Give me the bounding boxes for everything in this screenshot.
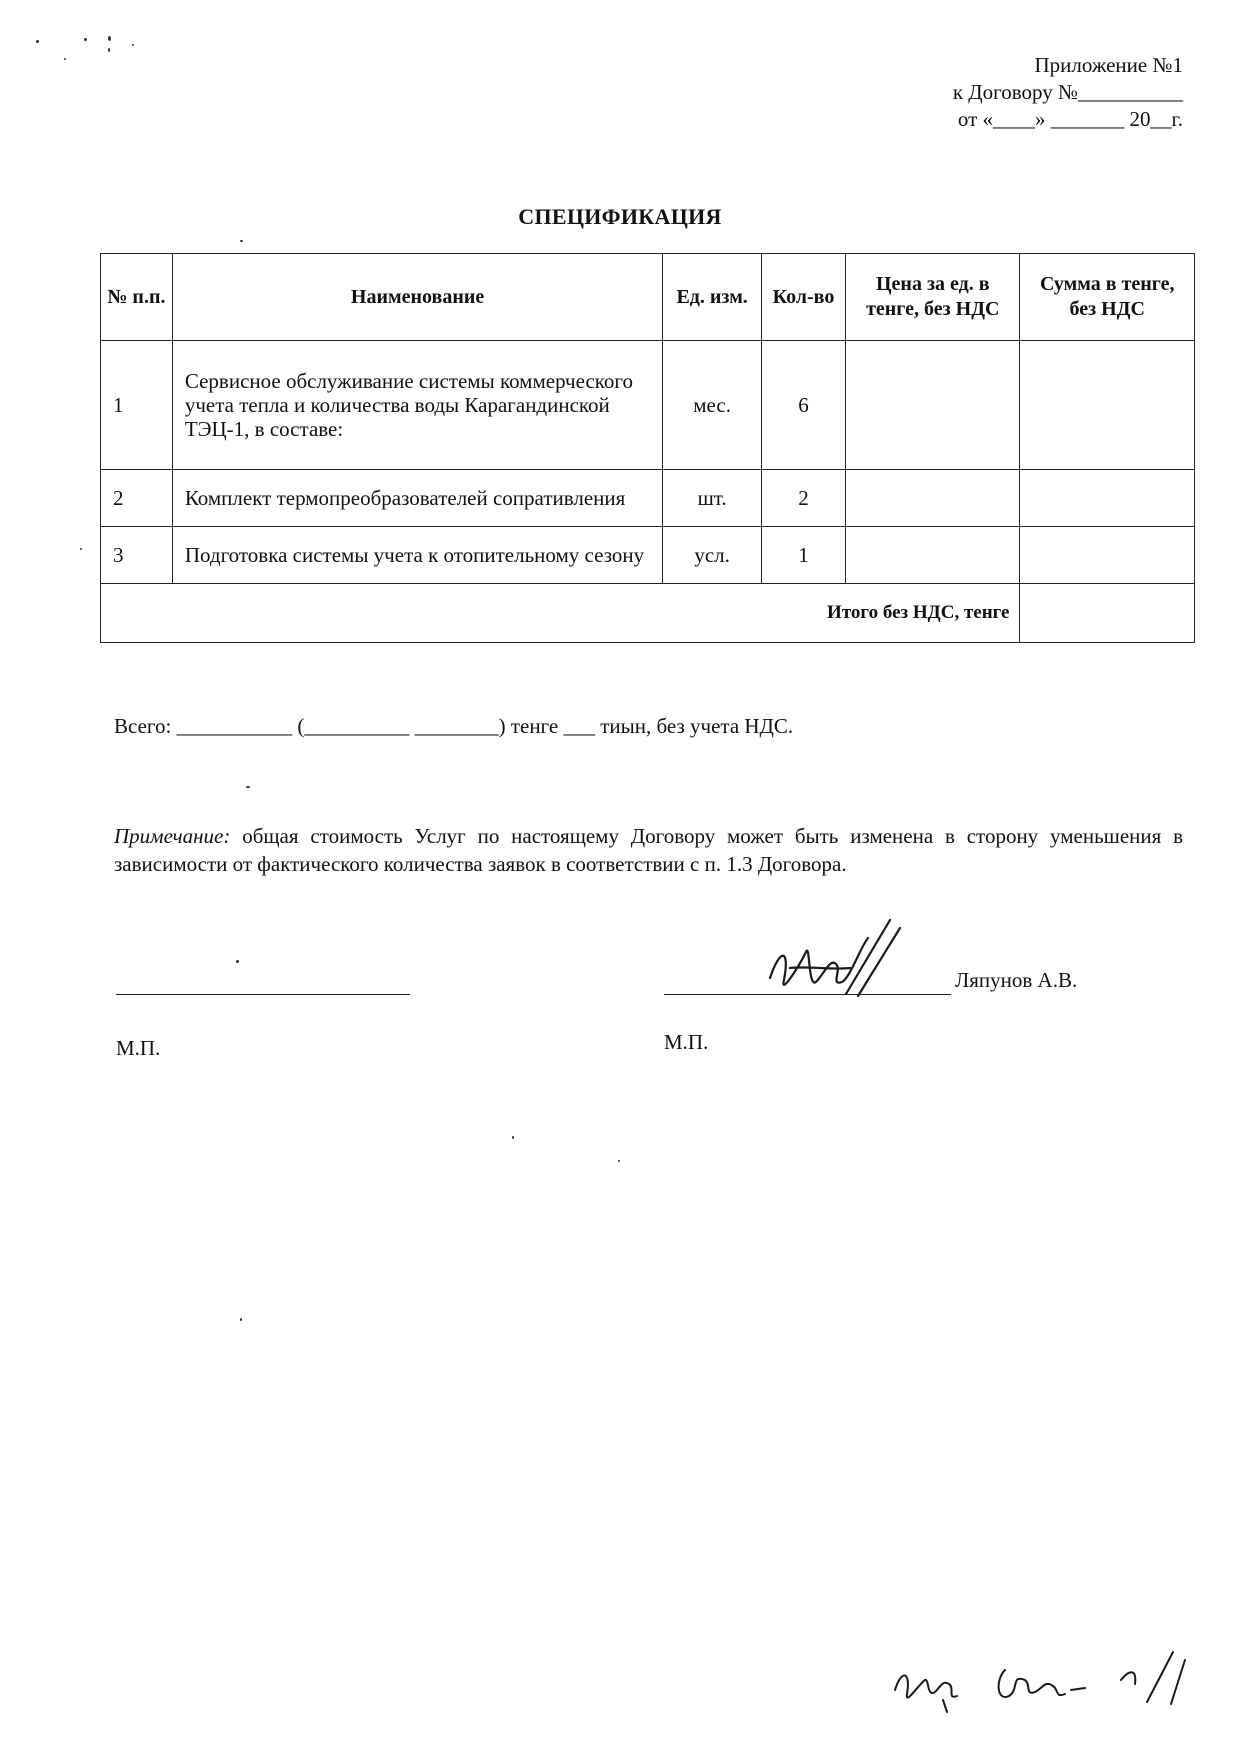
row-number: 3 bbox=[101, 527, 173, 584]
note-text: общая стоимость Услуг по настоящему Договору может быть изменена в сторону уменьшения в зависимости от фактического количества заявок в соответствии с п. 1.3 Договора. bbox=[114, 824, 1184, 876]
scan-speck bbox=[618, 1160, 620, 1162]
row-sum bbox=[1020, 341, 1195, 470]
scan-speck bbox=[240, 1318, 242, 1321]
row-name: Сервисное обслуживание системы коммерческого учета тепла и количества воды Карагандинской ТЭЦ-1, в составе: bbox=[172, 341, 663, 470]
handwritten-initials bbox=[885, 1640, 1205, 1720]
table-row bbox=[101, 470, 1195, 527]
grand-total-line: Всего: ___________ (__________ ________) тенге ___ тиын, без учета НДС. bbox=[114, 714, 794, 738]
scan-speck bbox=[64, 58, 66, 60]
row-unit: усл. bbox=[663, 527, 762, 584]
column-header-name: Наименование bbox=[172, 254, 663, 341]
row-unit-price bbox=[846, 341, 1020, 470]
table-header-row bbox=[101, 254, 1195, 341]
contract-number: к Договору №__________ bbox=[952, 80, 1183, 104]
scan-speck bbox=[132, 44, 134, 46]
specification-table bbox=[100, 253, 1195, 643]
scan-speck bbox=[80, 548, 82, 550]
table-total-row bbox=[101, 584, 1195, 643]
total-value bbox=[1020, 584, 1195, 643]
row-name: Подготовка системы учета к отопительному сезону bbox=[172, 527, 663, 584]
appendix-number: Приложение №1 bbox=[1034, 53, 1183, 77]
handwritten-signature bbox=[750, 908, 910, 1008]
note-paragraph bbox=[114, 822, 1183, 878]
column-header-quantity: Кол-во bbox=[761, 254, 845, 341]
row-sum bbox=[1020, 470, 1195, 527]
row-number: 2 bbox=[101, 470, 173, 527]
row-number: 1 bbox=[101, 341, 173, 470]
table-row bbox=[101, 527, 1195, 584]
scan-speck bbox=[84, 38, 87, 41]
scan-speck bbox=[108, 48, 110, 52]
total-label: Итого без НДС, тенге bbox=[101, 584, 1020, 643]
scan-speck bbox=[240, 240, 243, 242]
row-unit-price bbox=[846, 527, 1020, 584]
scan-speck bbox=[236, 960, 239, 963]
table-row bbox=[101, 341, 1195, 470]
scan-speck bbox=[36, 40, 39, 43]
row-name: Комплект термопреобразователей сопративления bbox=[172, 470, 663, 527]
contract-date: от «____» _______ 20__г. bbox=[957, 107, 1183, 131]
stamp-placeholder-left: М.П. bbox=[116, 1036, 161, 1060]
column-header-unit: Ед. изм. bbox=[663, 254, 762, 341]
column-header-sum: Сумма в тенге, без НДС bbox=[1020, 254, 1195, 341]
page-title: СПЕЦИФИКАЦИЯ bbox=[518, 204, 722, 229]
scan-speck bbox=[246, 786, 250, 788]
scan-speck bbox=[512, 1136, 514, 1139]
row-sum bbox=[1020, 527, 1195, 584]
row-unit: шт. bbox=[663, 470, 762, 527]
note-label: Примечание: bbox=[114, 824, 231, 848]
row-unit: мес. bbox=[663, 341, 762, 470]
row-quantity: 1 bbox=[761, 527, 845, 584]
row-quantity: 6 bbox=[761, 341, 845, 470]
row-quantity: 2 bbox=[761, 470, 845, 527]
scan-speck bbox=[108, 36, 111, 41]
signature-line-left bbox=[116, 994, 410, 995]
column-header-number: № п.п. bbox=[101, 254, 173, 341]
row-unit-price bbox=[846, 470, 1020, 527]
appendix-reference bbox=[823, 52, 1183, 133]
stamp-placeholder-right: М.П. bbox=[664, 1030, 709, 1054]
signatory-name: Ляпунов А.В. bbox=[955, 968, 1078, 992]
column-header-unit-price: Цена за ед. в тенге, без НДС bbox=[846, 254, 1020, 341]
